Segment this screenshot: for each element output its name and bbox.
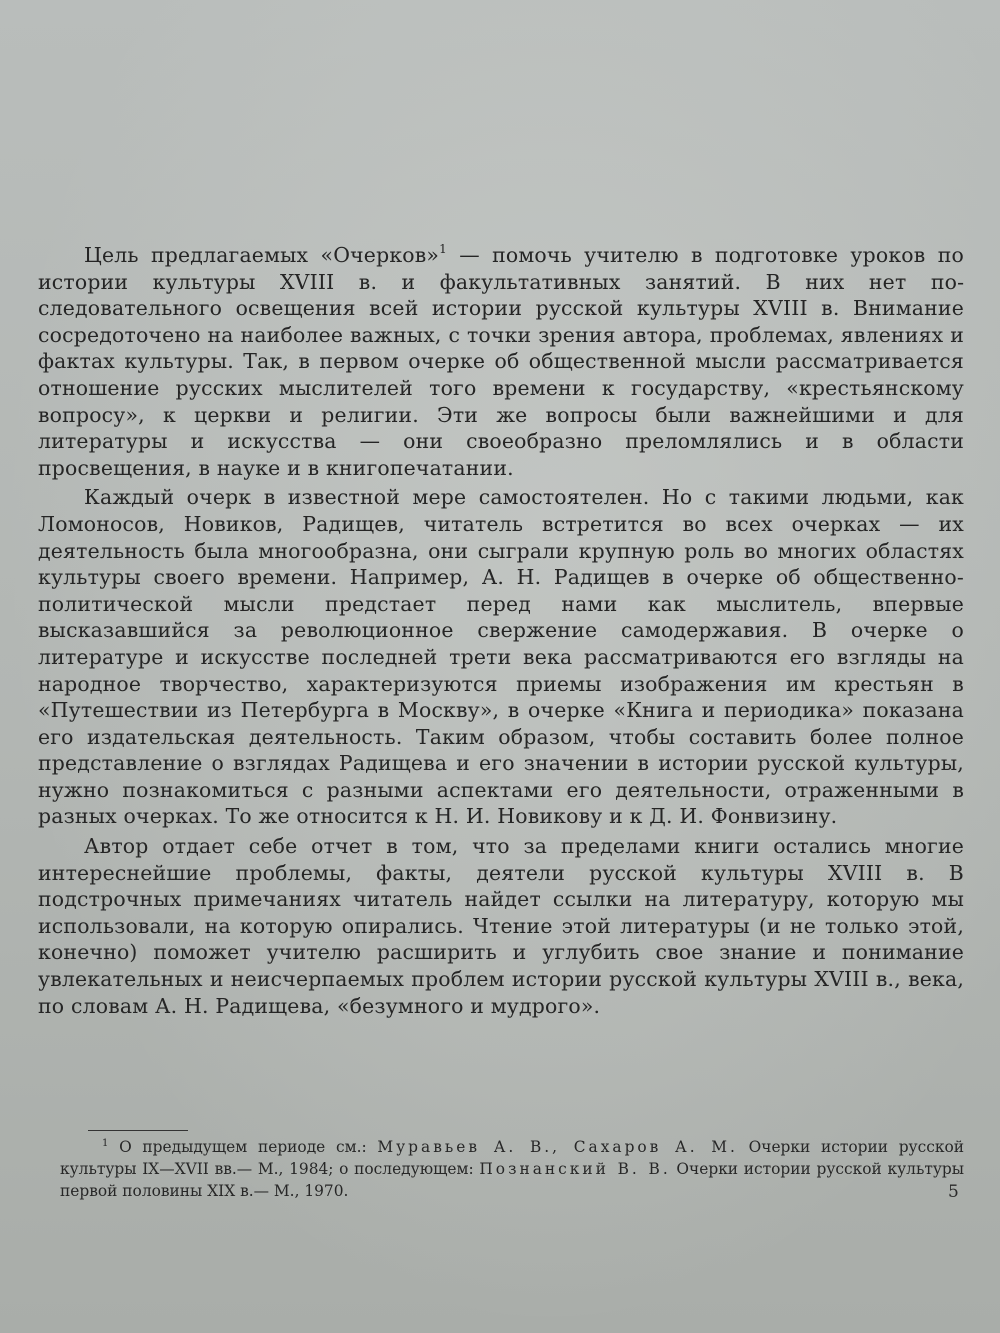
footnote-author-1: Муравьев А. В., Сахаров А. М. xyxy=(377,1138,738,1156)
paragraph-1-rest: — помочь учителю в подготовке уроков по истории культуры XVIII в. и факультативных занятий. В них нет последовательного освещения всей истории русской культуры XVIII в. Внимание сосредоточено на наиболее важных, с точки зрения автора, проблемах, явлениях и фактах культуры. Так, в первом очерке об общественной мысли рассматривается отношение русских мыслителей того времени к государству, «крестьянскому вопросу», к церкви и религии. Эти же вопросы были важнейшими и для литературы и искусства — они своеобразно преломлялись и в области просвещения, в науке и в книгопечатании. xyxy=(38,243,964,480)
footnote-author-2: Познанский В. В. xyxy=(479,1160,671,1178)
footnote-text-2: Очерки истории русской культуры IX—XVII вв.— М., 1984; о последующем: xyxy=(60,1138,964,1178)
paragraph-2: Каждый очерк в известной мере самостоятелен. Но с такими людьми, как Ломоносов, Новиков, Радищев, читатель встретится во всех очерках — их деятельность была многообразна, они сыграли крупную роль во многих областях культуры своего времени. Например, А. Н. Радищев в очерке об общественно-политической мысли предстает перед нами как мыслитель, впервые высказавшийся за революционное свержение самодержавия. В очерке о литературе и искусстве последней трети века рассматриваются его взгляды на народное творчество, характеризуются приемы изображения им крестьян в «Путешествии из Петербурга в Москву», в очерке «Книга и периодика» показана его издательская деятельность. Таким образом, чтобы составить более полное представление о взглядах Радищева и его значении в истории русской культуры, нужно познакомиться с разными аспектами его деятельности, отраженными в разных очерках. То же относится к Н. И. Новикову и к Д. И. Фонвизину. xyxy=(38,485,964,829)
footnote-text-1: О предыдущем периоде см.: xyxy=(108,1138,378,1156)
footnote-mark: 1 xyxy=(102,1138,109,1149)
footnote xyxy=(60,1136,964,1202)
footnote-divider xyxy=(88,1130,188,1131)
footnote-text-3: Очерки истории русской культуры первой половины XIX в.— М., 1970. xyxy=(60,1160,964,1200)
paragraph-1 xyxy=(38,242,964,481)
paragraph-3: Автор отдает себе отчет в том, что за пределами книги остались многие интереснейшие проблемы, факты, деятели русской культуры XVIII в. В подстрочных примечаниях читатель найдет ссылки на литературу, которую мы использовали, на которую опирались. Чтение этой литературы (и не только этой, конечно) поможет учителю расширить и углубить свое знание и понимание увлекательных и неисчерпаемых проблем истории русской культуры XVIII в., века, по словам А. Н. Радищева, «безумного и мудрого». xyxy=(38,834,964,1018)
page-number: 5 xyxy=(948,1182,959,1202)
footnote-reference: 1 xyxy=(439,242,447,256)
paragraph-1-lead: Цель предлагаемых «Очерков» xyxy=(84,243,440,267)
main-text xyxy=(38,242,964,1019)
